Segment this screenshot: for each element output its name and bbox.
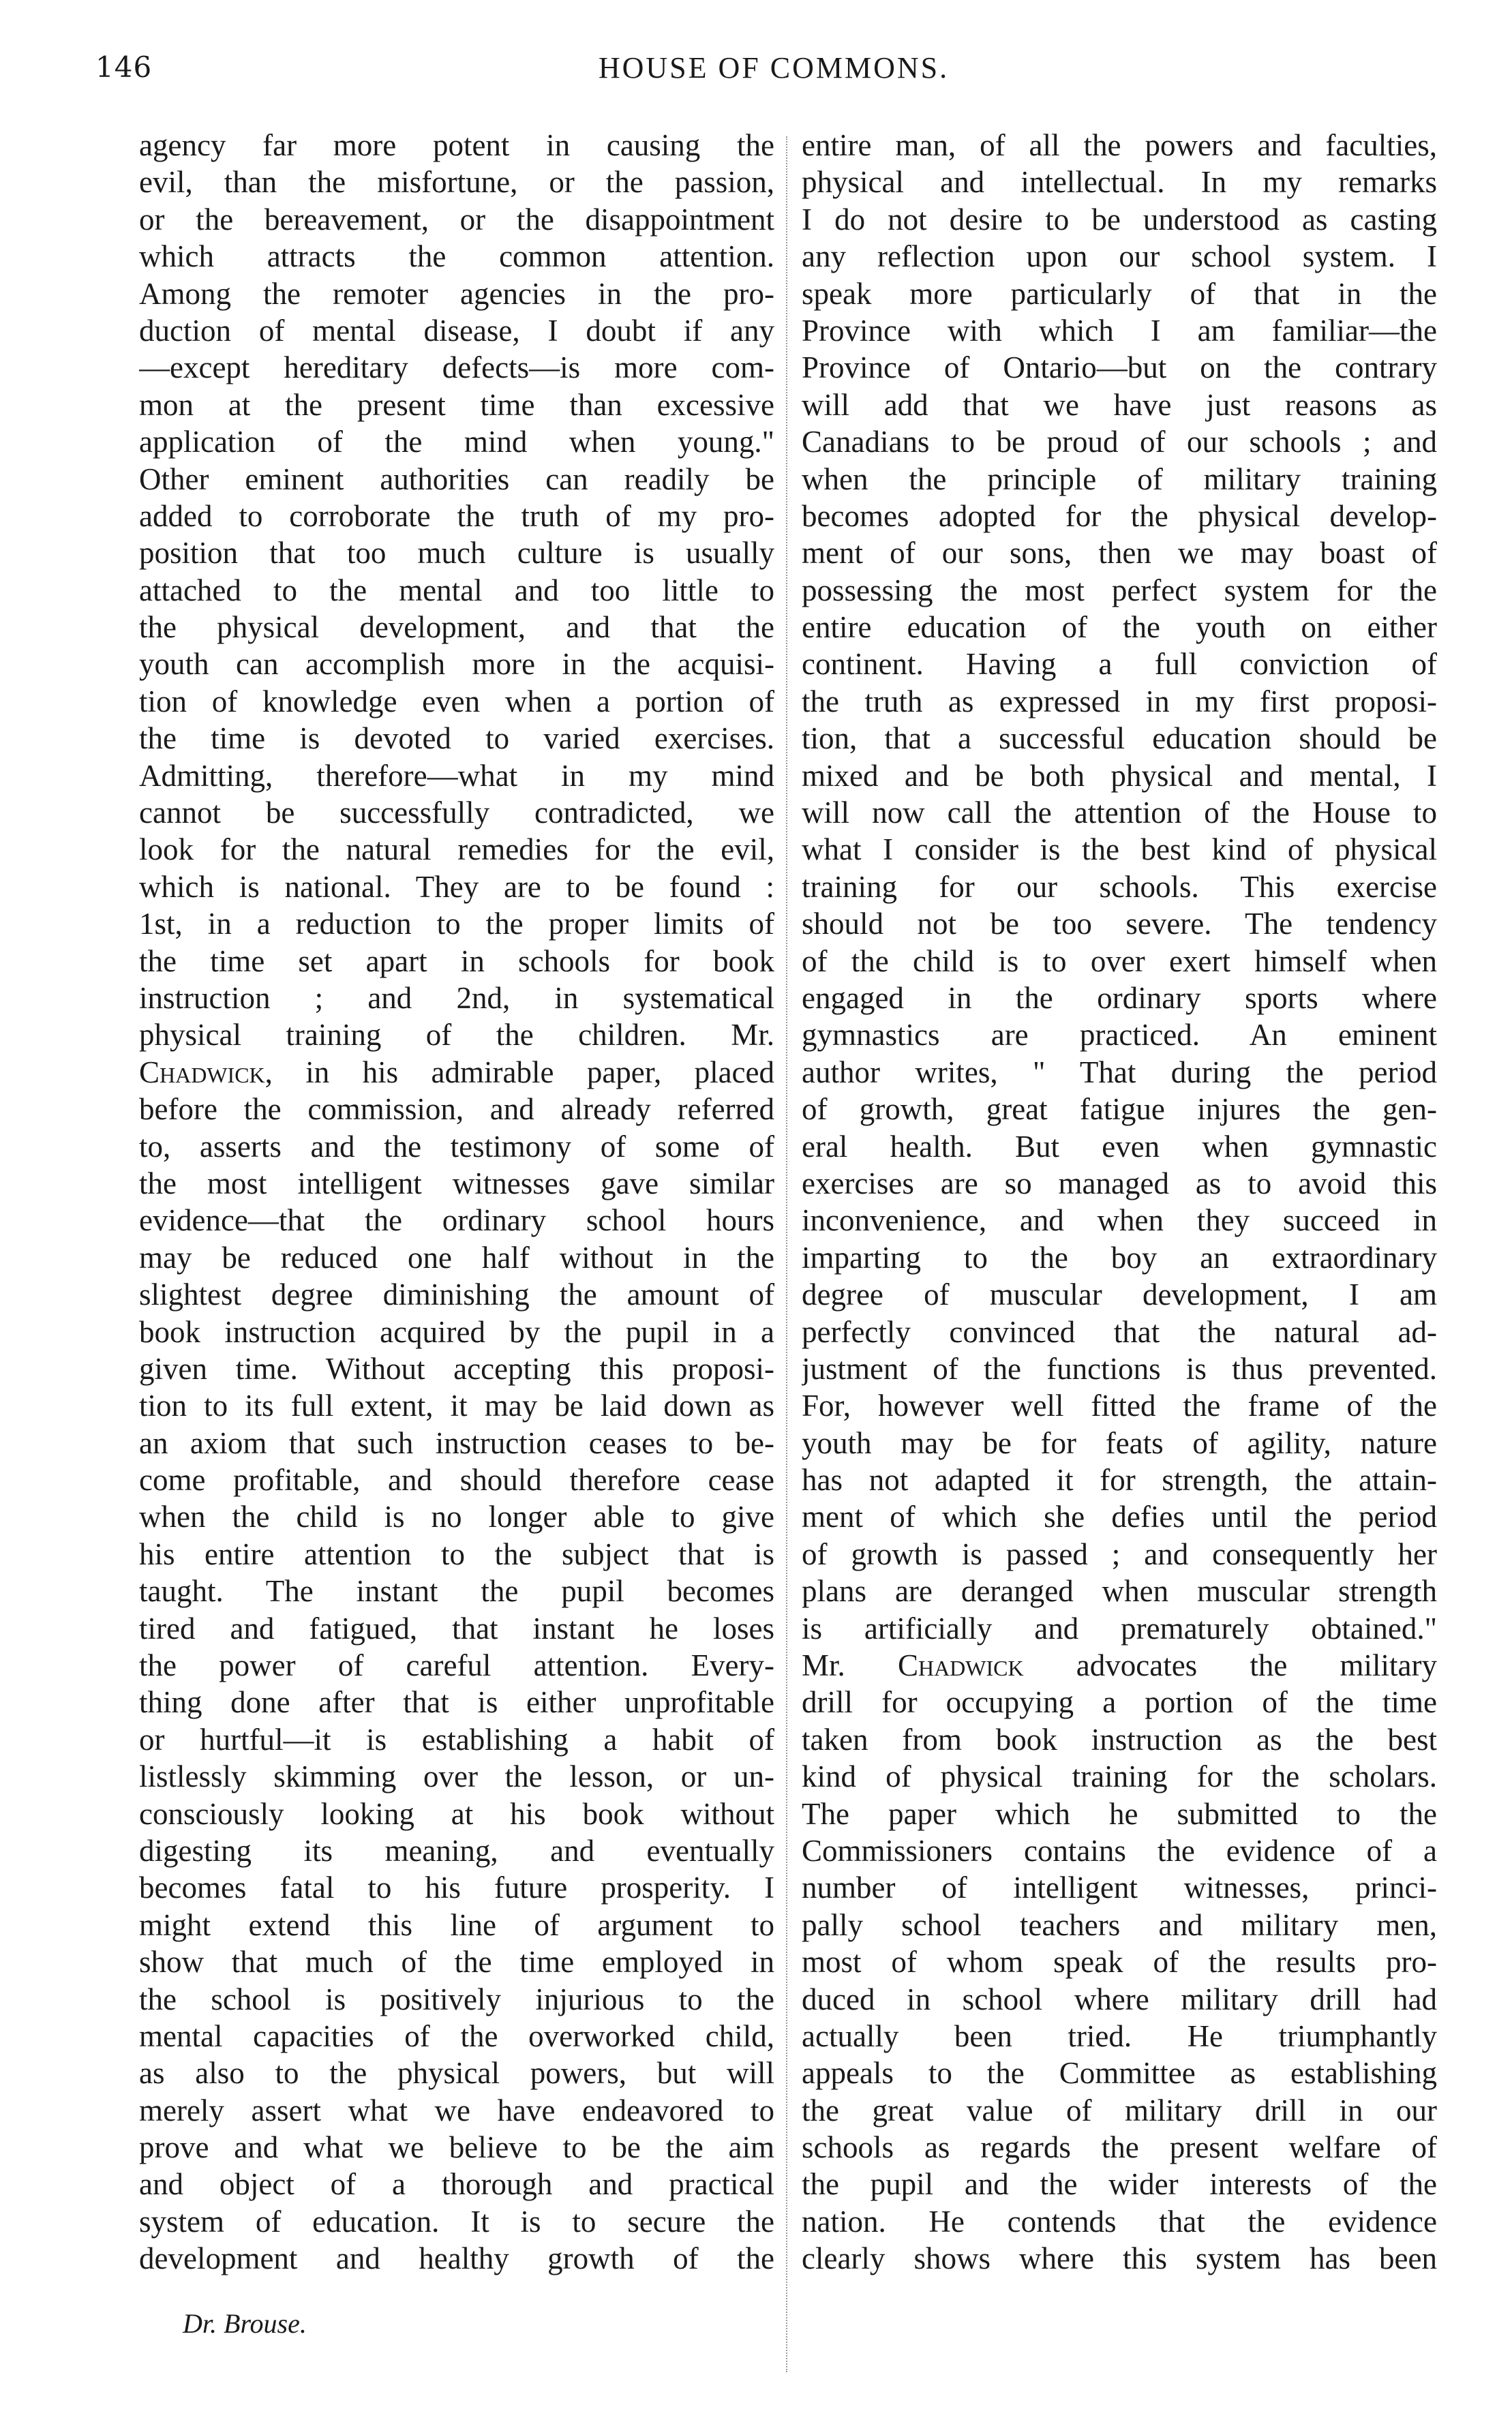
text-line: perfectly convinced that the natural ad- bbox=[802, 1314, 1437, 1349]
speaker-signature: Dr. Brouse. bbox=[183, 2308, 307, 2339]
text-line: should not be too severe. The tendency bbox=[802, 907, 1437, 941]
text-line: Admitting, therefore—what in my mind bbox=[139, 758, 774, 793]
text-line: agency far more potent in causing the bbox=[139, 128, 774, 162]
text-line: given time. Without accepting this proposi- bbox=[139, 1351, 774, 1386]
text-line: eral health. But even when gymnastic bbox=[802, 1129, 1437, 1164]
text-line: mon at the present time than excessive bbox=[139, 387, 774, 422]
text-line: gymnastics are practiced. An eminent bbox=[802, 1018, 1437, 1053]
text-line: appeals to the Committee as establishing bbox=[802, 2056, 1437, 2091]
text-line: For, however well fitted the frame of the bbox=[802, 1389, 1437, 1423]
text-line: Canadians to be proud of our schools ; and bbox=[802, 425, 1437, 459]
text-line: duced in school where military drill had bbox=[802, 1982, 1437, 2016]
text-line: ment of our sons, then we may boast of bbox=[802, 536, 1437, 571]
text-line: I do not desire to be understood as casting bbox=[802, 202, 1437, 237]
text-line: merely assert what we have endeavored to bbox=[139, 2093, 774, 2128]
text-line: instruction ; and 2nd, in systematical bbox=[139, 980, 774, 1015]
text-line: listlessly skimming over the lesson, or un- bbox=[139, 1759, 774, 1794]
text-line: the physical development, and that the bbox=[139, 610, 774, 645]
text-line: plans are deranged when muscular strength bbox=[802, 1574, 1437, 1609]
text-line: development and healthy growth of the bbox=[139, 2241, 774, 2276]
text-line: tion to its full extent, it may be laid down as bbox=[139, 1389, 774, 1423]
text-line: continent. Having a full conviction of bbox=[802, 647, 1437, 682]
page-number: 146 bbox=[95, 50, 153, 84]
text-line: the great value of military drill in our bbox=[802, 2093, 1437, 2128]
text-line: system of education. It is to secure the bbox=[139, 2204, 774, 2239]
text-line: youth can accomplish more in the acquisi- bbox=[139, 647, 774, 682]
text-line: application of the mind when young." bbox=[139, 425, 774, 459]
text-line: taught. The instant the pupil becomes bbox=[139, 1574, 774, 1609]
text-line: Province of Ontario—but on the contrary bbox=[802, 350, 1437, 385]
text-line: which attracts the common attention. bbox=[139, 239, 774, 274]
text-line: imparting to the boy an extraordinary bbox=[802, 1240, 1437, 1275]
text-line: possessing the most perfect system for the bbox=[802, 573, 1437, 607]
text-line: will now call the attention of the House to bbox=[802, 796, 1437, 830]
text-line: slightest degree diminishing the amount of bbox=[139, 1277, 774, 1312]
text-line: cannot be successfully contradicted, we bbox=[139, 796, 774, 830]
text-line: consciously looking at his book without bbox=[139, 1796, 774, 1831]
text-line: or the bereavement, or the disappointment bbox=[139, 202, 774, 237]
text-line: might extend this line of argument to bbox=[139, 1907, 774, 1942]
text-line: pally school teachers and military men, bbox=[802, 1907, 1437, 1942]
text-line: when the principle of military training bbox=[802, 461, 1437, 496]
text-line: Other eminent authorities can readily be bbox=[139, 461, 774, 496]
text-line: when the child is no longer able to give bbox=[139, 1500, 774, 1534]
text-line: added to corroborate the truth of my pro- bbox=[139, 498, 774, 533]
text-line: entire man, of all the powers and faculties, bbox=[802, 128, 1437, 162]
text-line: as also to the physical powers, but will bbox=[139, 2056, 774, 2091]
text-line: drill for occupying a portion of the time bbox=[802, 1685, 1437, 1720]
running-head: HOUSE OF COMMONS. bbox=[598, 51, 950, 85]
text-line: duction of mental disease, I doubt if any bbox=[139, 313, 774, 348]
text-line: of growth, great fatigue injures the gen- bbox=[802, 1092, 1437, 1127]
text-line: ment of which she defies until the period bbox=[802, 1500, 1437, 1534]
column-divider bbox=[786, 136, 787, 2372]
text-line: entire education of the youth on either bbox=[802, 610, 1437, 645]
text-line: taken from book instruction as the best bbox=[802, 1722, 1437, 1757]
text-line: The paper which he submitted to the bbox=[802, 1796, 1437, 1831]
text-line: any reflection upon our school system. I bbox=[802, 239, 1437, 274]
text-line: an axiom that such instruction ceases to be- bbox=[139, 1425, 774, 1460]
text-line: author writes, " That during the period bbox=[802, 1055, 1437, 1089]
text-line: number of intelligent witnesses, princi- bbox=[802, 1871, 1437, 1905]
text-line: tion, that a successful education should be bbox=[802, 721, 1437, 756]
text-line: show that much of the time employed in bbox=[139, 1945, 774, 1980]
text-line: of growth is passed ; and consequently her bbox=[802, 1537, 1437, 1571]
text-line: attached to the mental and too little to bbox=[139, 573, 774, 607]
text-line: Chadwick, in his admirable paper, placed bbox=[139, 1055, 774, 1089]
text-line: schools as regards the present welfare of bbox=[802, 2130, 1437, 2165]
text-line: training for our schools. This exercise bbox=[802, 869, 1437, 904]
text-line: evidence—that the ordinary school hours bbox=[139, 1203, 774, 1238]
text-line: physical training of the children. Mr. bbox=[139, 1018, 774, 1053]
text-line: book instruction acquired by the pupil in a bbox=[139, 1314, 774, 1349]
text-line: youth may be for feats of agility, nature bbox=[802, 1425, 1437, 1460]
text-line: and object of a thorough and practical bbox=[139, 2167, 774, 2202]
text-line: prove and what we believe to be the aim bbox=[139, 2130, 774, 2165]
text-line: clearly shows where this system has been bbox=[802, 2241, 1437, 2276]
page-header bbox=[95, 50, 1452, 91]
left-column bbox=[139, 127, 774, 2277]
text-line: the time is devoted to varied exercises. bbox=[139, 721, 774, 756]
text-line: of the child is to over exert himself when bbox=[802, 943, 1437, 978]
text-line: to, asserts and the testimony of some of bbox=[139, 1129, 774, 1164]
text-line: Province with which I am familiar—the bbox=[802, 313, 1437, 348]
text-line: evil, than the misfortune, or the passion, bbox=[139, 165, 774, 200]
text-line: tired and fatigued, that instant he loses bbox=[139, 1611, 774, 1646]
text-line: mixed and be both physical and mental, I bbox=[802, 758, 1437, 793]
text-line: Commissioners contains the evidence of a bbox=[802, 1833, 1437, 1868]
text-line: look for the natural remedies for the evil, bbox=[139, 832, 774, 867]
text-line: the pupil and the wider interests of the bbox=[802, 2167, 1437, 2202]
text-line: has not adapted it for strength, the attain- bbox=[802, 1463, 1437, 1498]
text-line: thing done after that is either unprofitable bbox=[139, 1685, 774, 1720]
text-line: physical and intellectual. In my remarks bbox=[802, 165, 1437, 200]
text-line: justment of the functions is thus prevented. bbox=[802, 1351, 1437, 1386]
text-line: most of whom speak of the results pro- bbox=[802, 1945, 1437, 1980]
text-line: Among the remoter agencies in the pro- bbox=[139, 276, 774, 311]
text-line: the time set apart in schools for book bbox=[139, 943, 774, 978]
text-line: the power of careful attention. Every- bbox=[139, 1648, 774, 1683]
text-line: come profitable, and should therefore cease bbox=[139, 1463, 774, 1498]
text-line: will add that we have just reasons as bbox=[802, 387, 1437, 422]
text-line: which is national. They are to be found : bbox=[139, 869, 774, 904]
text-line: becomes adopted for the physical develop- bbox=[802, 498, 1437, 533]
text-line: or hurtful—it is establishing a habit of bbox=[139, 1722, 774, 1757]
surname-small-caps: Chadwick bbox=[139, 1055, 265, 1089]
text-line: the truth as expressed in my first proposi- bbox=[802, 684, 1437, 718]
surname-small-caps: Chadwick bbox=[897, 1648, 1024, 1683]
text-line: Mr. Chadwick advocates the military bbox=[802, 1648, 1437, 1683]
text-line: nation. He contends that the evidence bbox=[802, 2204, 1437, 2239]
text-line: exercises are so managed as to avoid this bbox=[802, 1166, 1437, 1200]
text-line: engaged in the ordinary sports where bbox=[802, 980, 1437, 1015]
text-line: digesting its meaning, and eventually bbox=[139, 1833, 774, 1868]
text-line: actually been tried. He triumphantly bbox=[802, 2018, 1437, 2053]
text-line: the most intelligent witnesses gave similar bbox=[139, 1166, 774, 1200]
text-line: what I consider is the best kind of physical bbox=[802, 832, 1437, 867]
text-line: position that too much culture is usually bbox=[139, 536, 774, 571]
text-line: mental capacities of the overworked child, bbox=[139, 2018, 774, 2053]
text-line: 1st, in a reduction to the proper limits of bbox=[139, 907, 774, 941]
text-line: becomes fatal to his future prosperity. I bbox=[139, 1871, 774, 1905]
right-column bbox=[802, 127, 1437, 2277]
text-line: inconvenience, and when they succeed in bbox=[802, 1203, 1437, 1238]
text-line: may be reduced one half without in the bbox=[139, 1240, 774, 1275]
text-line: his entire attention to the subject that is bbox=[139, 1537, 774, 1571]
text-line: before the commission, and already referred bbox=[139, 1092, 774, 1127]
text-line: tion of knowledge even when a portion of bbox=[139, 684, 774, 718]
text-line: —except hereditary defects—is more com- bbox=[139, 350, 774, 385]
text-line: kind of physical training for the scholars. bbox=[802, 1759, 1437, 1794]
text-line: speak more particularly of that in the bbox=[802, 276, 1437, 311]
text-line: the school is positively injurious to the bbox=[139, 1982, 774, 2016]
text-line: degree of muscular development, I am bbox=[802, 1277, 1437, 1312]
text-line: is artificially and prematurely obtained." bbox=[802, 1611, 1437, 1646]
